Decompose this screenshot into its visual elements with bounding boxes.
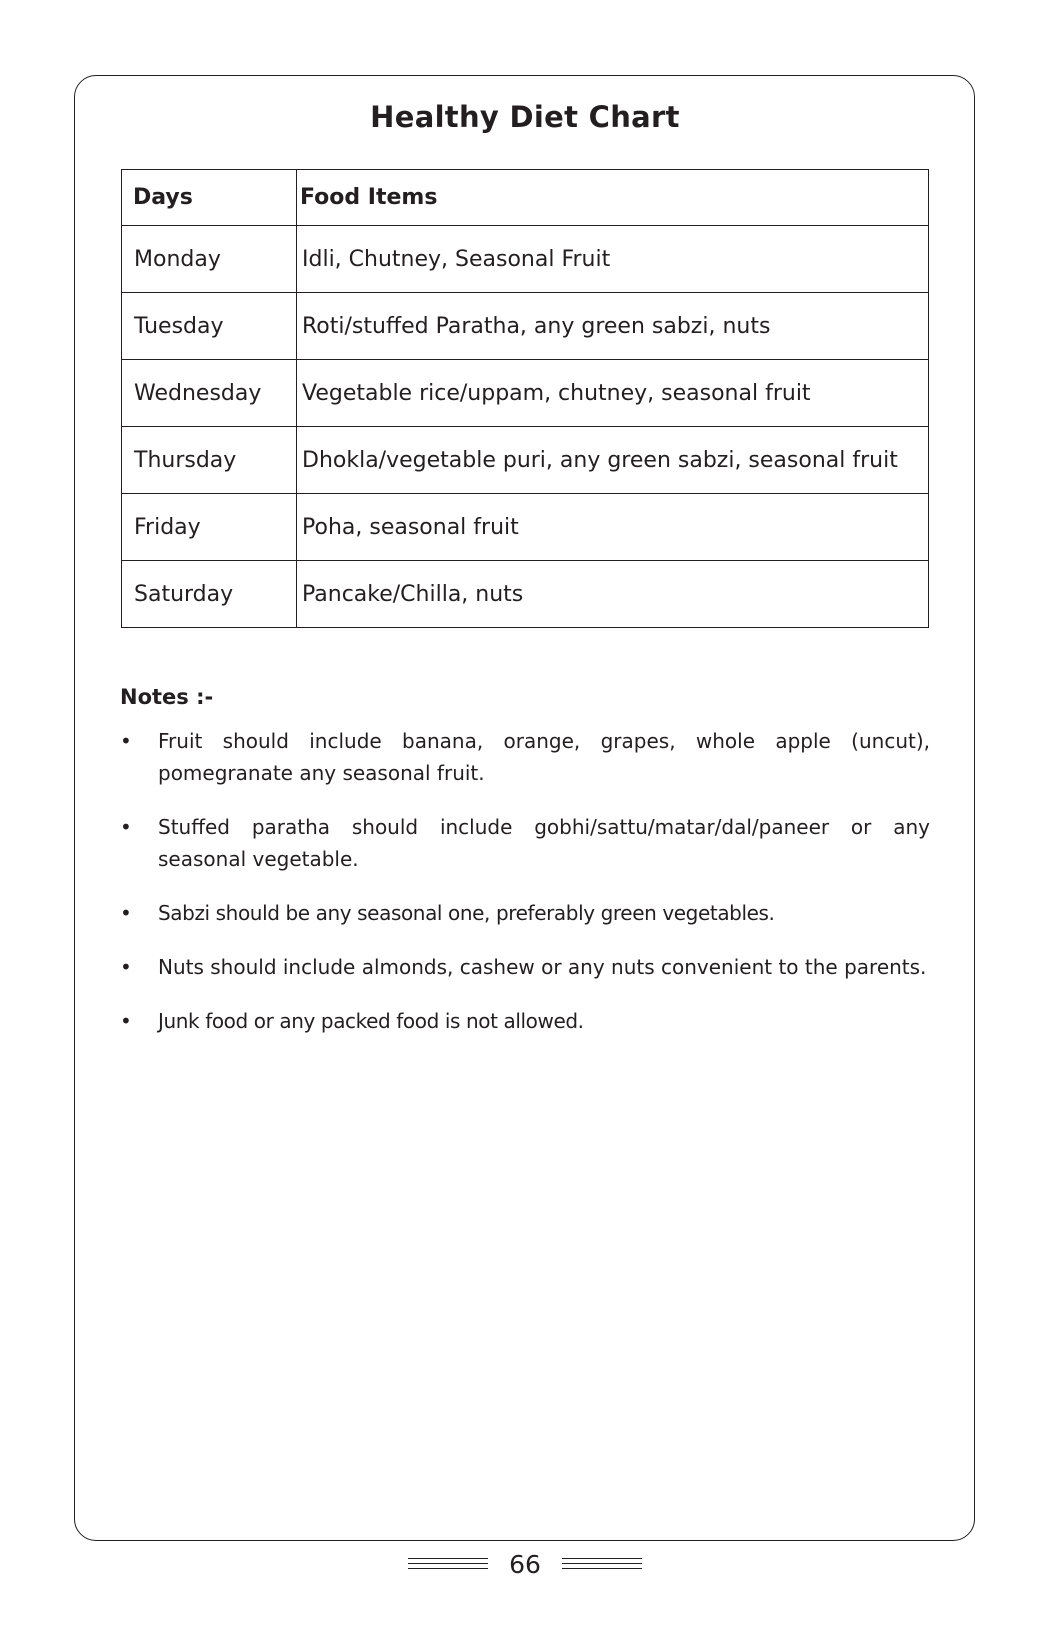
- list-item: [120, 951, 930, 983]
- day-cell: Friday: [122, 494, 297, 561]
- bullet-icon: •: [120, 955, 132, 979]
- note-text: Fruit should include banana, orange, grapes, whole apple (uncut), pomegranate any seasonal fruit.: [158, 729, 930, 785]
- table-row: [122, 427, 929, 494]
- header-days: Days: [122, 170, 297, 226]
- food-cell: Idli, Chutney, Seasonal Fruit: [297, 226, 929, 293]
- table-row: [122, 226, 929, 293]
- day-cell: Monday: [122, 226, 297, 293]
- header-food-items: Food Items: [297, 170, 929, 226]
- list-item: [120, 897, 930, 929]
- bullet-icon: •: [120, 729, 132, 753]
- notes-heading: Notes :-: [120, 685, 214, 709]
- page-footer: [0, 1546, 1050, 1586]
- day-cell: Tuesday: [122, 293, 297, 360]
- food-cell: Poha, seasonal fruit: [297, 494, 929, 561]
- table-header-row: [122, 170, 929, 226]
- table-row: [122, 293, 929, 360]
- food-cell: Dhokla/vegetable puri, any green sabzi, seasonal fruit: [297, 427, 929, 494]
- bullet-icon: •: [120, 815, 132, 839]
- food-cell: Pancake/Chilla, nuts: [297, 561, 929, 628]
- list-item: [120, 725, 930, 789]
- day-cell: Thursday: [122, 427, 297, 494]
- day-cell: Saturday: [122, 561, 297, 628]
- table-row: [122, 494, 929, 561]
- footer-rule-left: [408, 1558, 488, 1573]
- diet-chart-table: [121, 169, 929, 628]
- note-text: Sabzi should be any seasonal one, preferably green vegetables.: [158, 901, 775, 925]
- day-cell: Wednesday: [122, 360, 297, 427]
- list-item: [120, 811, 930, 875]
- table-row: [122, 360, 929, 427]
- food-cell: Vegetable rice/uppam, chutney, seasonal fruit: [297, 360, 929, 427]
- table-row: [122, 561, 929, 628]
- bullet-icon: •: [120, 901, 132, 925]
- page-title: Healthy Diet Chart: [370, 100, 680, 134]
- note-text: Nuts should include almonds, cashew or any nuts convenient to the parents.: [158, 955, 927, 979]
- note-text: Junk food or any packed food is not allowed.: [158, 1009, 584, 1033]
- page-number: 66: [509, 1550, 541, 1579]
- food-cell: Roti/stuffed Paratha, any green sabzi, nuts: [297, 293, 929, 360]
- bullet-icon: •: [120, 1009, 132, 1033]
- note-text: Stuffed paratha should include gobhi/sattu/matar/dal/paneer or any seasonal vegetable.: [158, 815, 930, 871]
- notes-list: [120, 725, 930, 1059]
- footer-rule-right: [562, 1558, 642, 1573]
- list-item: [120, 1005, 930, 1037]
